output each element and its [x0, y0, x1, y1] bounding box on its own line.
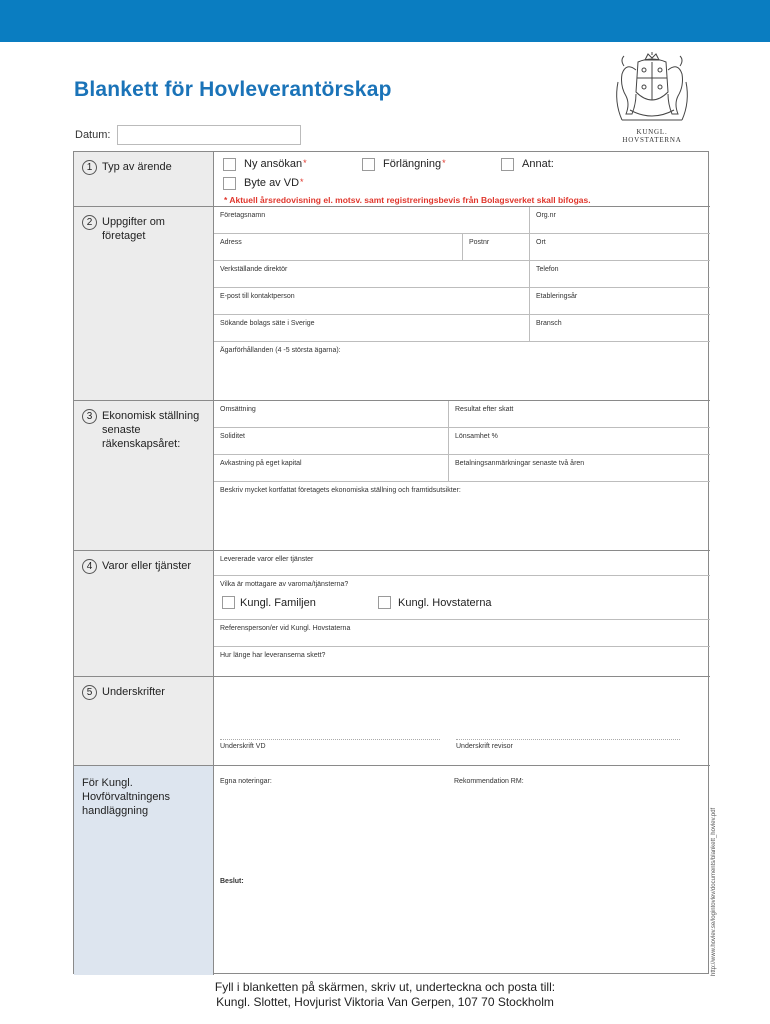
section-4-header	[74, 551, 214, 677]
admin-section-header	[74, 766, 214, 975]
option-label-ny-ansokan: Ny ansökan*	[244, 158, 307, 170]
crest-label: KUNGL. HOVSTATERNA	[622, 128, 682, 144]
option-label-byte-av-vd: Byte av VD*	[244, 177, 304, 189]
checkbox-annat[interactable]	[501, 158, 514, 171]
signature-line-vd[interactable]	[220, 739, 440, 740]
checkbox-kungl-hovstaterna[interactable]	[378, 596, 391, 609]
field-label: Resultat efter skatt	[455, 406, 514, 413]
vd-field[interactable]	[214, 261, 530, 288]
ekonomisk-beskrivning-field[interactable]	[214, 482, 710, 551]
orgnr-field[interactable]	[530, 207, 710, 234]
footer-instruction: Fyll i blanketten på skärmen, skriv ut, underteckna och posta till:	[214, 980, 556, 994]
ort-field[interactable]	[530, 234, 710, 261]
omsattning-field[interactable]	[214, 401, 449, 428]
field-label: Soliditet	[220, 433, 245, 440]
epost-field[interactable]	[214, 288, 530, 315]
field-label: Ort	[536, 239, 546, 246]
field-label: Betalningsanmärkningar senaste två åren	[455, 460, 585, 467]
field-label: Ägarförhållanden (4 -5 största ägarna):	[220, 347, 341, 354]
section-title: Uppgifter om företaget	[102, 216, 165, 242]
etableringsar-field[interactable]	[530, 288, 710, 315]
field-label: Omsättning	[220, 406, 256, 413]
rekommendation-label: Rekommendation RM:	[454, 778, 524, 785]
avkastning-field[interactable]	[214, 455, 449, 482]
section-5-body	[214, 677, 710, 766]
section-5-header	[74, 677, 214, 766]
checkbox-ny-ansokan[interactable]	[223, 158, 236, 171]
section-title: Ekonomisk ställning senaste räkenskapsåret:	[102, 410, 200, 450]
leveranstid-field[interactable]	[214, 647, 710, 677]
option-label-kungl-familjen: Kungl. Familjen	[240, 597, 316, 609]
footer-address: Kungl. Slottet, Hovjurist Viktoria Van Gerpen, 107 70 Stockholm	[216, 995, 554, 1009]
field-label: Vilka är mottagare av varorna/tjänsterna?	[220, 581, 349, 588]
betalningsanmarkningar-field[interactable]	[449, 455, 710, 482]
attachment-note: * Aktuell årsredovisning el. motsv. samt registreringsbevis från Bolagsverket skall bifogas.	[224, 195, 591, 205]
section-number: 5	[82, 685, 97, 700]
section-title: Varor eller tjänster	[102, 560, 192, 572]
section-1-header	[74, 152, 214, 207]
section-number: 3	[82, 409, 97, 424]
field-label: Referensperson/er vid Kungl. Hovstaterna	[220, 625, 351, 632]
field-label: Postnr	[469, 239, 490, 246]
section-3-body	[214, 401, 710, 551]
signature-line-revisor[interactable]	[456, 739, 680, 740]
application-form	[73, 151, 709, 974]
section-2-body	[214, 207, 710, 401]
signature-label-vd: Underskrift VD	[220, 743, 266, 750]
checkbox-forlangning[interactable]	[362, 158, 375, 171]
option-label-annat: Annat:	[522, 158, 554, 170]
resultat-field[interactable]	[449, 401, 710, 428]
field-label: Bransch	[536, 320, 562, 327]
option-label-forlangning: Förlängning*	[383, 158, 446, 170]
section-1-body	[214, 152, 710, 207]
section-2-header	[74, 207, 214, 401]
document-url: http://www.hovlev.se/logintovlev/documents/blankett_hovlev.pdf	[711, 807, 717, 976]
field-label: Sökande bolags säte i Sverige	[220, 320, 315, 327]
royal-crest-icon	[612, 52, 692, 126]
beslut-label: Beslut:	[220, 878, 244, 885]
field-label: Adress	[220, 239, 242, 246]
field-label: Hur länge har leveranserna skett?	[220, 652, 326, 659]
egna-noteringar-label: Egna noteringar:	[220, 778, 272, 785]
postnr-field[interactable]	[463, 234, 530, 261]
field-label: Avkastning på eget kapital	[220, 460, 302, 467]
datum-input[interactable]	[117, 125, 301, 145]
adress-field[interactable]	[214, 234, 463, 261]
section-4-body	[214, 551, 710, 677]
referensperson-field[interactable]	[214, 620, 710, 647]
section-number: 1	[82, 160, 97, 175]
agarforhallanden-field[interactable]	[214, 342, 710, 401]
field-label: Levererade varor eller tjänster	[220, 556, 314, 563]
field-label: Lönsamhet %	[455, 433, 498, 440]
admin-section-body	[214, 766, 710, 975]
checkbox-kungl-familjen[interactable]	[222, 596, 235, 609]
section-number: 2	[82, 215, 97, 230]
field-label: Etableringsår	[536, 293, 578, 300]
telefon-field[interactable]	[530, 261, 710, 288]
section-title: För Kungl. Hovförvaltningens handläggning	[82, 777, 171, 817]
bransch-field[interactable]	[530, 315, 710, 342]
section-title: Underskrifter	[102, 686, 165, 698]
lonsamhet-field[interactable]	[449, 428, 710, 455]
sate-field[interactable]	[214, 315, 530, 342]
signature-label-revisor: Underskrift revisor	[456, 743, 513, 750]
field-label: Företagsnamn	[220, 212, 266, 219]
foretagsnamn-field[interactable]	[214, 207, 530, 234]
section-number: 4	[82, 559, 97, 574]
top-banner	[0, 0, 770, 42]
field-label: Verkställande direktör	[220, 266, 288, 273]
soliditet-field[interactable]	[214, 428, 449, 455]
field-label: Telefon	[536, 266, 559, 273]
field-label: E-post till kontaktperson	[220, 293, 295, 300]
field-label: Org.nr	[536, 212, 556, 219]
field-label: Beskriv mycket kortfattat företagets ekonomiska ställning och framtidsutsikter:	[220, 487, 461, 494]
option-label-kungl-hovstaterna: Kungl. Hovstaterna	[398, 597, 492, 609]
checkbox-byte-av-vd[interactable]	[223, 177, 236, 190]
section-title: Typ av ärende	[102, 161, 172, 173]
mottagare-field	[214, 576, 710, 620]
datum-label: Datum:	[75, 129, 111, 141]
page-title: Blankett för Hovleverantörskap	[74, 78, 392, 101]
levererade-varor-field[interactable]	[214, 551, 710, 576]
section-3-header	[74, 401, 214, 551]
